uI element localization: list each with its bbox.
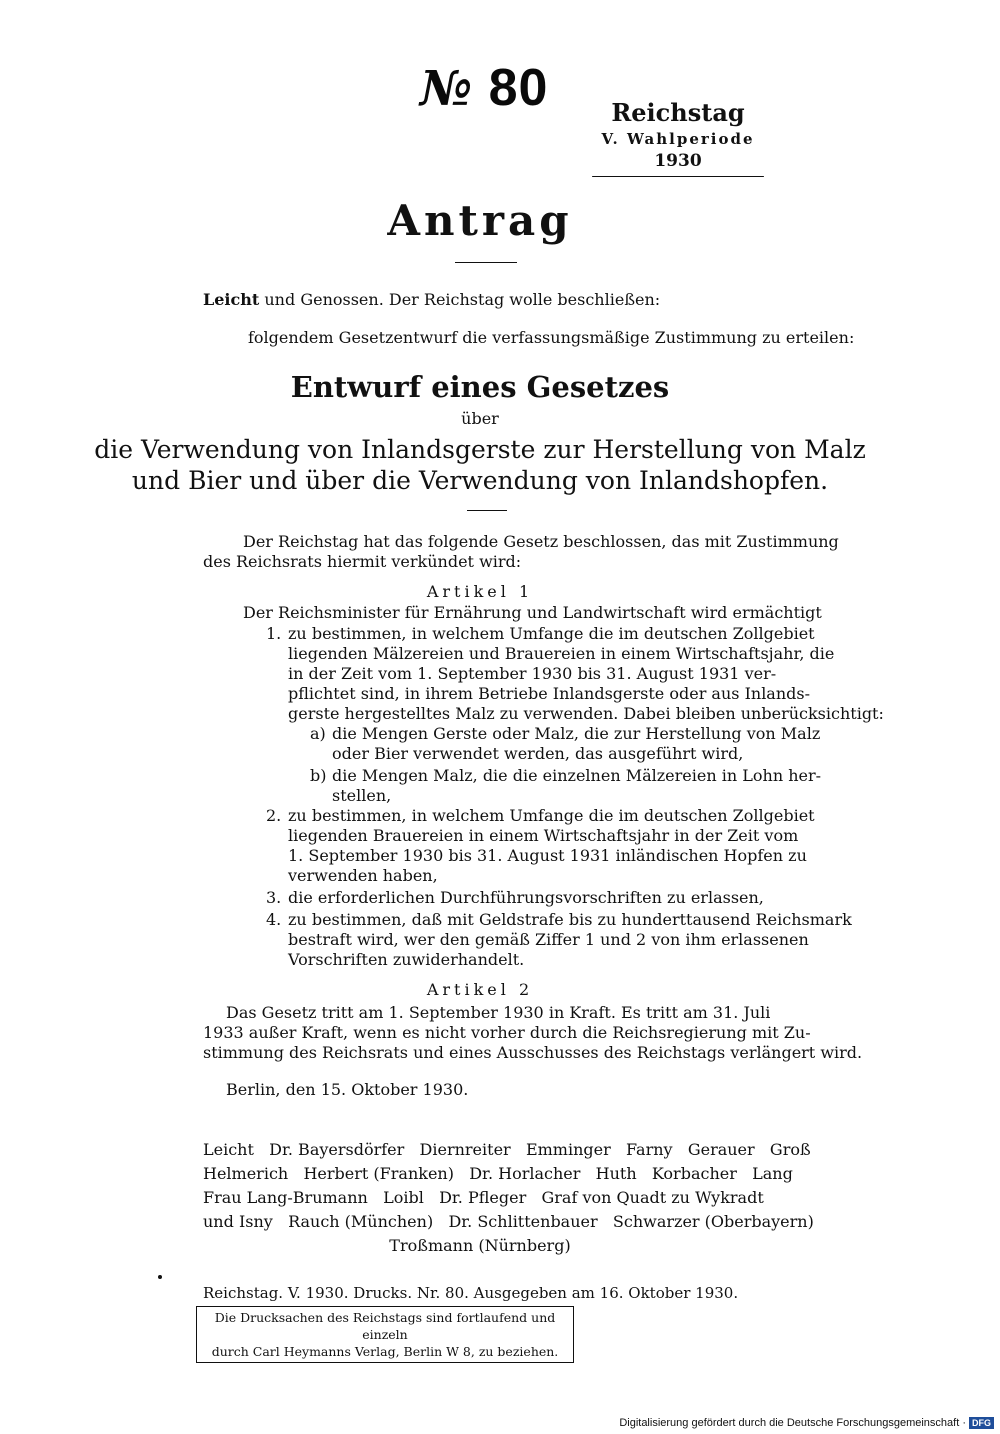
intro-line-2: folgendem Gesetzentwurf die verfassungsmäßige Zustimmung zu erteilen: [248,328,855,347]
subitem-b-line: die Mengen Malz, die die einzelnen Mälzereien in Lohn her- [332,766,822,785]
article-1-lead: Der Reichsminister für Ernährung und Landwirtschaft wird ermächtigt [243,603,822,622]
reichstag-label: Reichstag [611,98,745,127]
publisher-note-line-2: durch Carl Heymanns Verlag, Berlin W 8, zu beziehen. [211,1344,559,1359]
signatory-line: Leicht Dr. Bayersdörfer Diernreiter Emminger Farny Gerauer Groß [203,1140,811,1159]
item-4-number: 4. [266,910,282,929]
subitem-a-label: a) [310,724,326,743]
subitem-b-label: b) [310,766,327,785]
period-underline [592,176,764,177]
signatory-line: Frau Lang-Brumann Loibl Dr. Pfleger Graf von Quadt zu Wykradt [203,1188,764,1207]
item-2-line: liegenden Brauereien in einem Wirtschaftsjahr in der Zeit vom [288,826,799,845]
year-label: 1930 [654,151,702,171]
title-divider [455,262,517,263]
document-title: Antrag [387,196,573,245]
first-mover-name: Leicht [203,290,260,309]
draft-subject [0,434,960,496]
item-2-number: 2. [266,806,282,825]
item-4-line: Vorschriften zuwiderhandelt. [288,950,525,969]
digitization-credit [619,1417,994,1429]
item-4-line: bestraft wird, wer den gemäß Ziffer 1 und 2 von ihm erlassenen [288,930,809,949]
draft-ueber: über [461,409,499,428]
item-1-number: 1. [266,624,282,643]
draft-subject-line-1: die Verwendung von Inlandsgerste zur Herstellung von Malz [94,435,866,464]
print-info: Reichstag. V. 1930. Drucks. Nr. 80. Ausgegeben am 16. Oktober 1930. [203,1284,739,1302]
intro-line-1 [203,290,660,310]
publisher-note-line-1: Die Drucksachen des Reichstags sind fortlaufend und einzeln [214,1310,556,1342]
item-1-line: zu bestimmen, in welchem Umfange die im deutschen Zollgebiet [288,624,815,643]
draft-heading: Entwurf eines Gesetzes [290,370,670,404]
signatory-line: und Isny Rauch (München) Dr. Schlittenbauer Schwarzer (Oberbayern) [203,1212,814,1231]
place-date: Berlin, den 15. Oktober 1930. [226,1080,469,1099]
article-2-line: 1933 außer Kraft, wenn es nicht vorher durch die Reichsregierung mit Zu- [203,1023,811,1042]
article-2-line: Das Gesetz tritt am 1. September 1930 in Kraft. Es tritt am 31. Juli [226,1003,771,1022]
preamble-line-2: des Reichsrats hiermit verkündet wird: [203,552,522,571]
dfg-logo-icon: DFG [969,1417,994,1429]
wahlperiode-label: V. Wahlperiode [601,130,755,148]
number-symbol: № [420,61,474,117]
intro-text: und Genossen. Der Reichstag wolle beschließen: [264,290,661,309]
preamble-line-1: Der Reichstag hat das folgende Gesetz beschlossen, das mit Zustimmung [243,532,839,551]
subitem-a-line: oder Bier verwendet werden, das ausgeführt wird, [332,744,744,763]
item-2-line: 1. September 1930 bis 31. August 1931 inländischen Hopfen zu [288,846,807,865]
publisher-note [196,1306,574,1363]
number-value: 80 [488,59,549,117]
item-1-line: liegenden Mälzereien und Brauereien in einem Wirtschaftsjahr, die [288,644,835,663]
subitem-a-line: die Mengen Gerste oder Malz, die zur Herstellung von Malz [332,724,821,743]
item-2-line: zu bestimmen, in welchem Umfange die im deutschen Zollgebiet [288,806,815,825]
item-3-line: die erforderlichen Durchführungsvorschriften zu erlassen, [288,888,764,907]
signatory-line: Helmerich Herbert (Franken) Dr. Horlacher Huth Korbacher Lang [203,1164,793,1183]
item-1-line: gerste hergestelltes Malz zu verwenden. Dabei bleiben unberücksichtigt: [288,704,884,723]
article-1-heading: Artikel 1 [426,582,534,601]
signatory-line: Troßmann (Nürnberg) [389,1236,571,1255]
draft-divider [467,510,507,511]
article-2-heading: Artikel 2 [426,980,534,999]
subitem-b-line: stellen, [332,786,392,805]
document-number [420,58,548,118]
digitization-text: Digitalisierung gefördert durch die Deutsche Forschungsgemeinschaft · [619,1417,966,1429]
item-1-line: in der Zeit vom 1. September 1930 bis 31. August 1931 ver- [288,664,777,683]
item-1-line: pflichtet sind, in ihrem Betriebe Inlandsgerste oder aus Inlands- [288,684,811,703]
reichstag-period-box [592,98,764,177]
item-4-line: zu bestimmen, daß mit Geldstrafe bis zu hunderttausend Reichsmark [288,910,852,929]
margin-dot [158,1275,162,1279]
item-2-line: verwenden haben, [288,866,438,885]
item-3-number: 3. [266,888,282,907]
article-2-line: stimmung des Reichsrats und eines Ausschusses des Reichstags verlängert wird. [203,1043,863,1062]
draft-subject-line-2: und Bier und über die Verwendung von Inlandshopfen. [131,466,829,495]
